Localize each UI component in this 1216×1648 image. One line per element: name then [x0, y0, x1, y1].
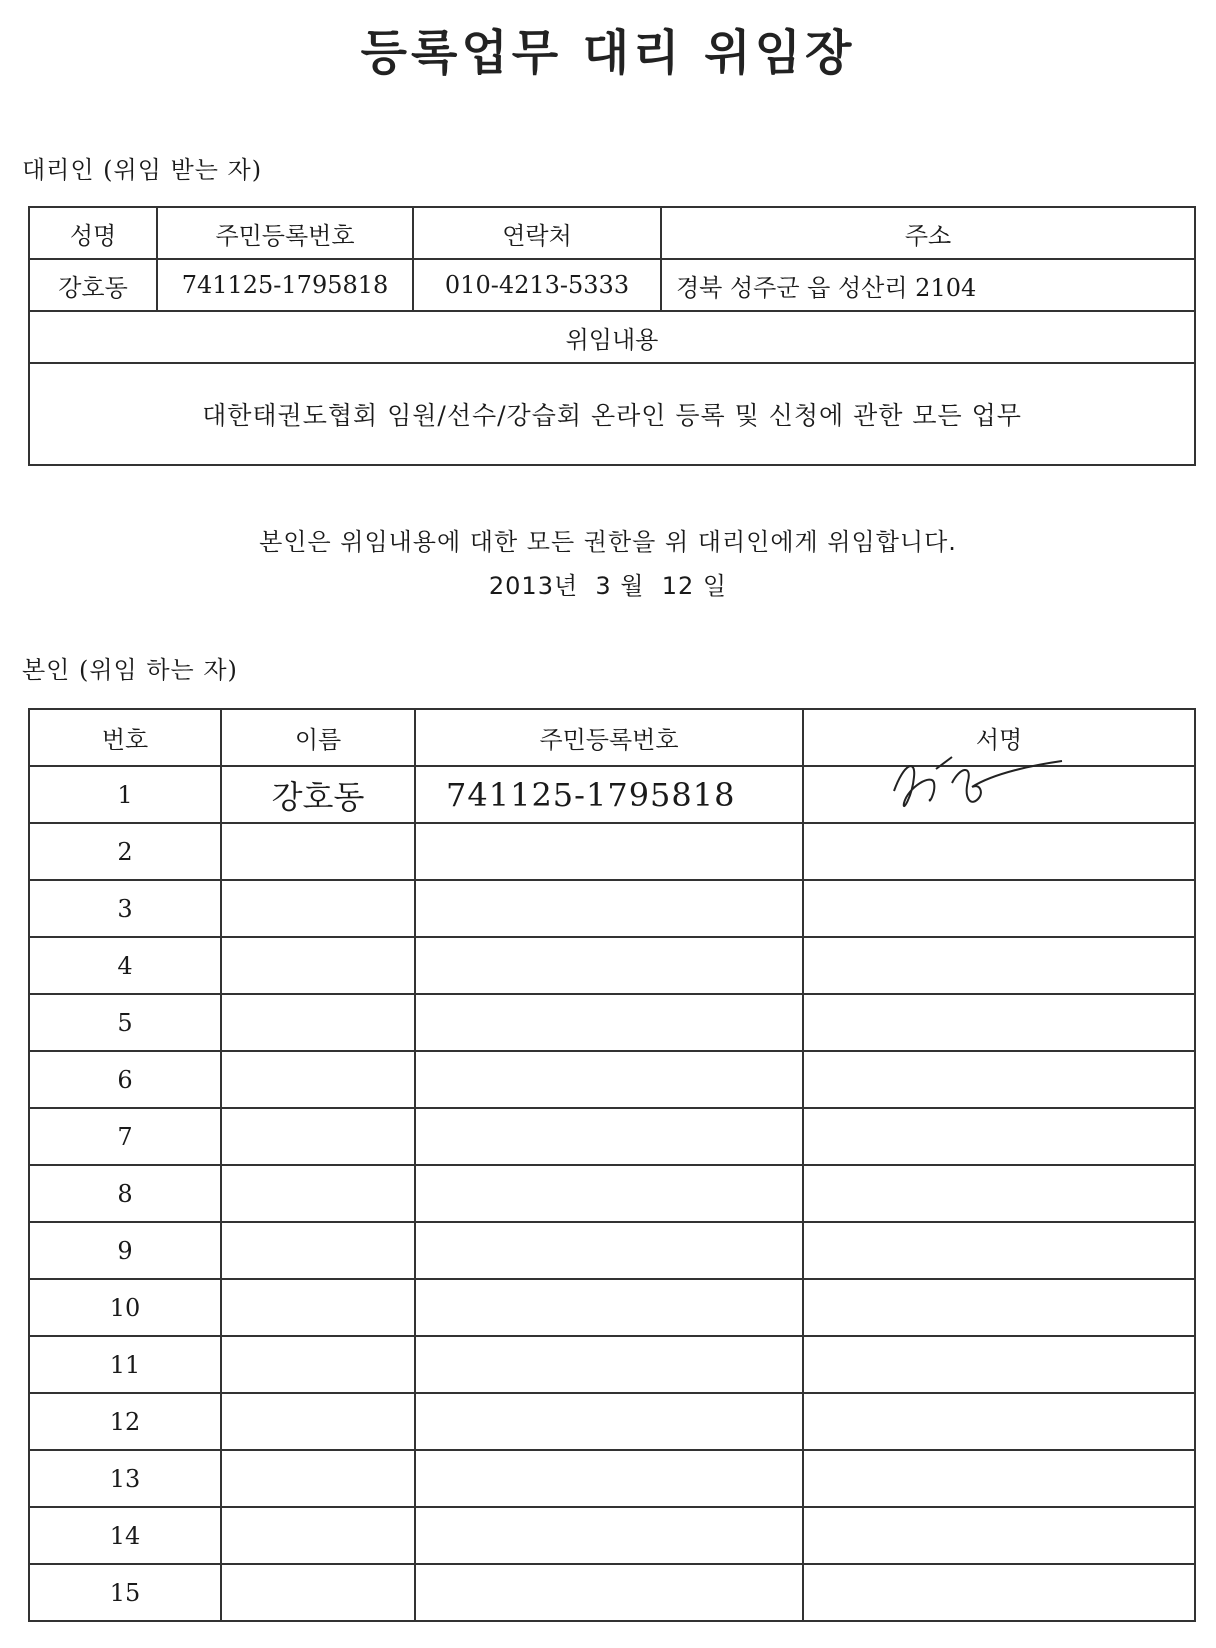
row-signature	[803, 823, 1195, 880]
delegation-header: 위임내용	[29, 311, 1195, 363]
row-number: 8	[29, 1165, 221, 1222]
row-number: 4	[29, 937, 221, 994]
table-row	[29, 1051, 1195, 1108]
table-row	[29, 1450, 1195, 1507]
row-number: 10	[29, 1279, 221, 1336]
row-number: 15	[29, 1564, 221, 1621]
row-number: 9	[29, 1222, 221, 1279]
row-resident-number	[415, 880, 803, 937]
row-name	[221, 1564, 415, 1621]
table-row	[29, 1108, 1195, 1165]
row-resident-number	[415, 1051, 803, 1108]
table-row	[29, 1336, 1195, 1393]
delegation-statement: 본인은 위임내용에 대한 모든 권한을 위 대리인에게 위임합니다.	[259, 528, 957, 556]
header-resident-number: 주민등록번호	[157, 207, 413, 259]
row-number: 13	[29, 1450, 221, 1507]
row-name	[221, 1165, 415, 1222]
table-row	[29, 880, 1195, 937]
row-signature	[803, 1279, 1195, 1336]
row-resident-number	[415, 1165, 803, 1222]
row-name: 강호동	[221, 766, 415, 823]
principal-table	[28, 708, 1196, 1622]
row-resident-number	[415, 1450, 803, 1507]
row-number: 1	[29, 766, 221, 823]
table-row	[29, 1222, 1195, 1279]
row-number: 3	[29, 880, 221, 937]
row-number: 2	[29, 823, 221, 880]
row-resident-number	[415, 1507, 803, 1564]
agent-resident-number: 741125-1795818	[157, 259, 413, 311]
row-resident-number	[415, 1279, 803, 1336]
header-contact: 연락처	[413, 207, 661, 259]
agent-table	[28, 206, 1196, 466]
row-signature	[803, 1108, 1195, 1165]
row-resident-number	[415, 1336, 803, 1393]
header-number: 번호	[29, 709, 221, 766]
row-name	[221, 1051, 415, 1108]
row-resident-number	[415, 1108, 803, 1165]
row-signature	[803, 937, 1195, 994]
row-resident-number	[415, 1564, 803, 1621]
row-name	[221, 880, 415, 937]
table-row	[29, 823, 1195, 880]
table-row	[29, 1507, 1195, 1564]
header-signature: 서명	[803, 709, 1195, 766]
row-name	[221, 994, 415, 1051]
agent-name: 강호동	[29, 259, 157, 311]
row-name	[221, 1450, 415, 1507]
delegation-header-row	[29, 311, 1195, 363]
row-signature	[803, 1507, 1195, 1564]
agent-data-row	[29, 259, 1195, 311]
row-number: 11	[29, 1336, 221, 1393]
delegation-content-row	[29, 363, 1195, 465]
row-name	[221, 1279, 415, 1336]
document-title: 등록업무 대리 위임장	[360, 25, 856, 81]
row-signature	[803, 1564, 1195, 1621]
row-resident-number	[415, 1393, 803, 1450]
row-name	[221, 823, 415, 880]
agent-header-row	[29, 207, 1195, 259]
row-resident-number	[415, 994, 803, 1051]
row-resident-number: 741125-1795818	[415, 766, 803, 823]
row-number: 6	[29, 1051, 221, 1108]
table-row	[29, 1564, 1195, 1621]
row-signature	[803, 1222, 1195, 1279]
row-signature	[803, 994, 1195, 1051]
table-row	[29, 994, 1195, 1051]
header-resident-number: 주민등록번호	[415, 709, 803, 766]
row-signature	[803, 1393, 1195, 1450]
row-name	[221, 1393, 415, 1450]
row-signature	[803, 880, 1195, 937]
header-address: 주소	[661, 207, 1195, 259]
table-row	[29, 1393, 1195, 1450]
row-number: 7	[29, 1108, 221, 1165]
handwritten-signature-icon	[874, 743, 1064, 823]
agent-contact: 010-4213-5333	[413, 259, 661, 311]
table-row	[29, 766, 1195, 823]
row-signature	[803, 1336, 1195, 1393]
row-signature	[803, 1051, 1195, 1108]
row-name	[221, 1222, 415, 1279]
row-signature	[803, 1450, 1195, 1507]
date: 2013년 3 월 12 일	[488, 572, 728, 600]
row-signature	[803, 766, 1195, 823]
row-resident-number	[415, 823, 803, 880]
delegation-content: 대한태권도협회 임원/선수/강습회 온라인 등록 및 신청에 관한 모든 업무	[29, 363, 1195, 465]
table-row	[29, 1165, 1195, 1222]
principal-rows	[29, 766, 1195, 1621]
table-row	[29, 1279, 1195, 1336]
agent-section-label: 대리인 (위임 받는 자)	[22, 156, 263, 184]
row-name	[221, 1108, 415, 1165]
header-name: 이름	[221, 709, 415, 766]
row-name	[221, 937, 415, 994]
table-row	[29, 937, 1195, 994]
row-number: 5	[29, 994, 221, 1051]
principal-section-label: 본인 (위임 하는 자)	[22, 656, 238, 684]
row-resident-number	[415, 937, 803, 994]
header-name: 성명	[29, 207, 157, 259]
row-name	[221, 1336, 415, 1393]
row-resident-number	[415, 1222, 803, 1279]
row-name	[221, 1507, 415, 1564]
row-signature	[803, 1165, 1195, 1222]
row-number: 12	[29, 1393, 221, 1450]
row-number: 14	[29, 1507, 221, 1564]
agent-address: 경북 성주군 읍 성산리 2104	[661, 259, 1195, 311]
